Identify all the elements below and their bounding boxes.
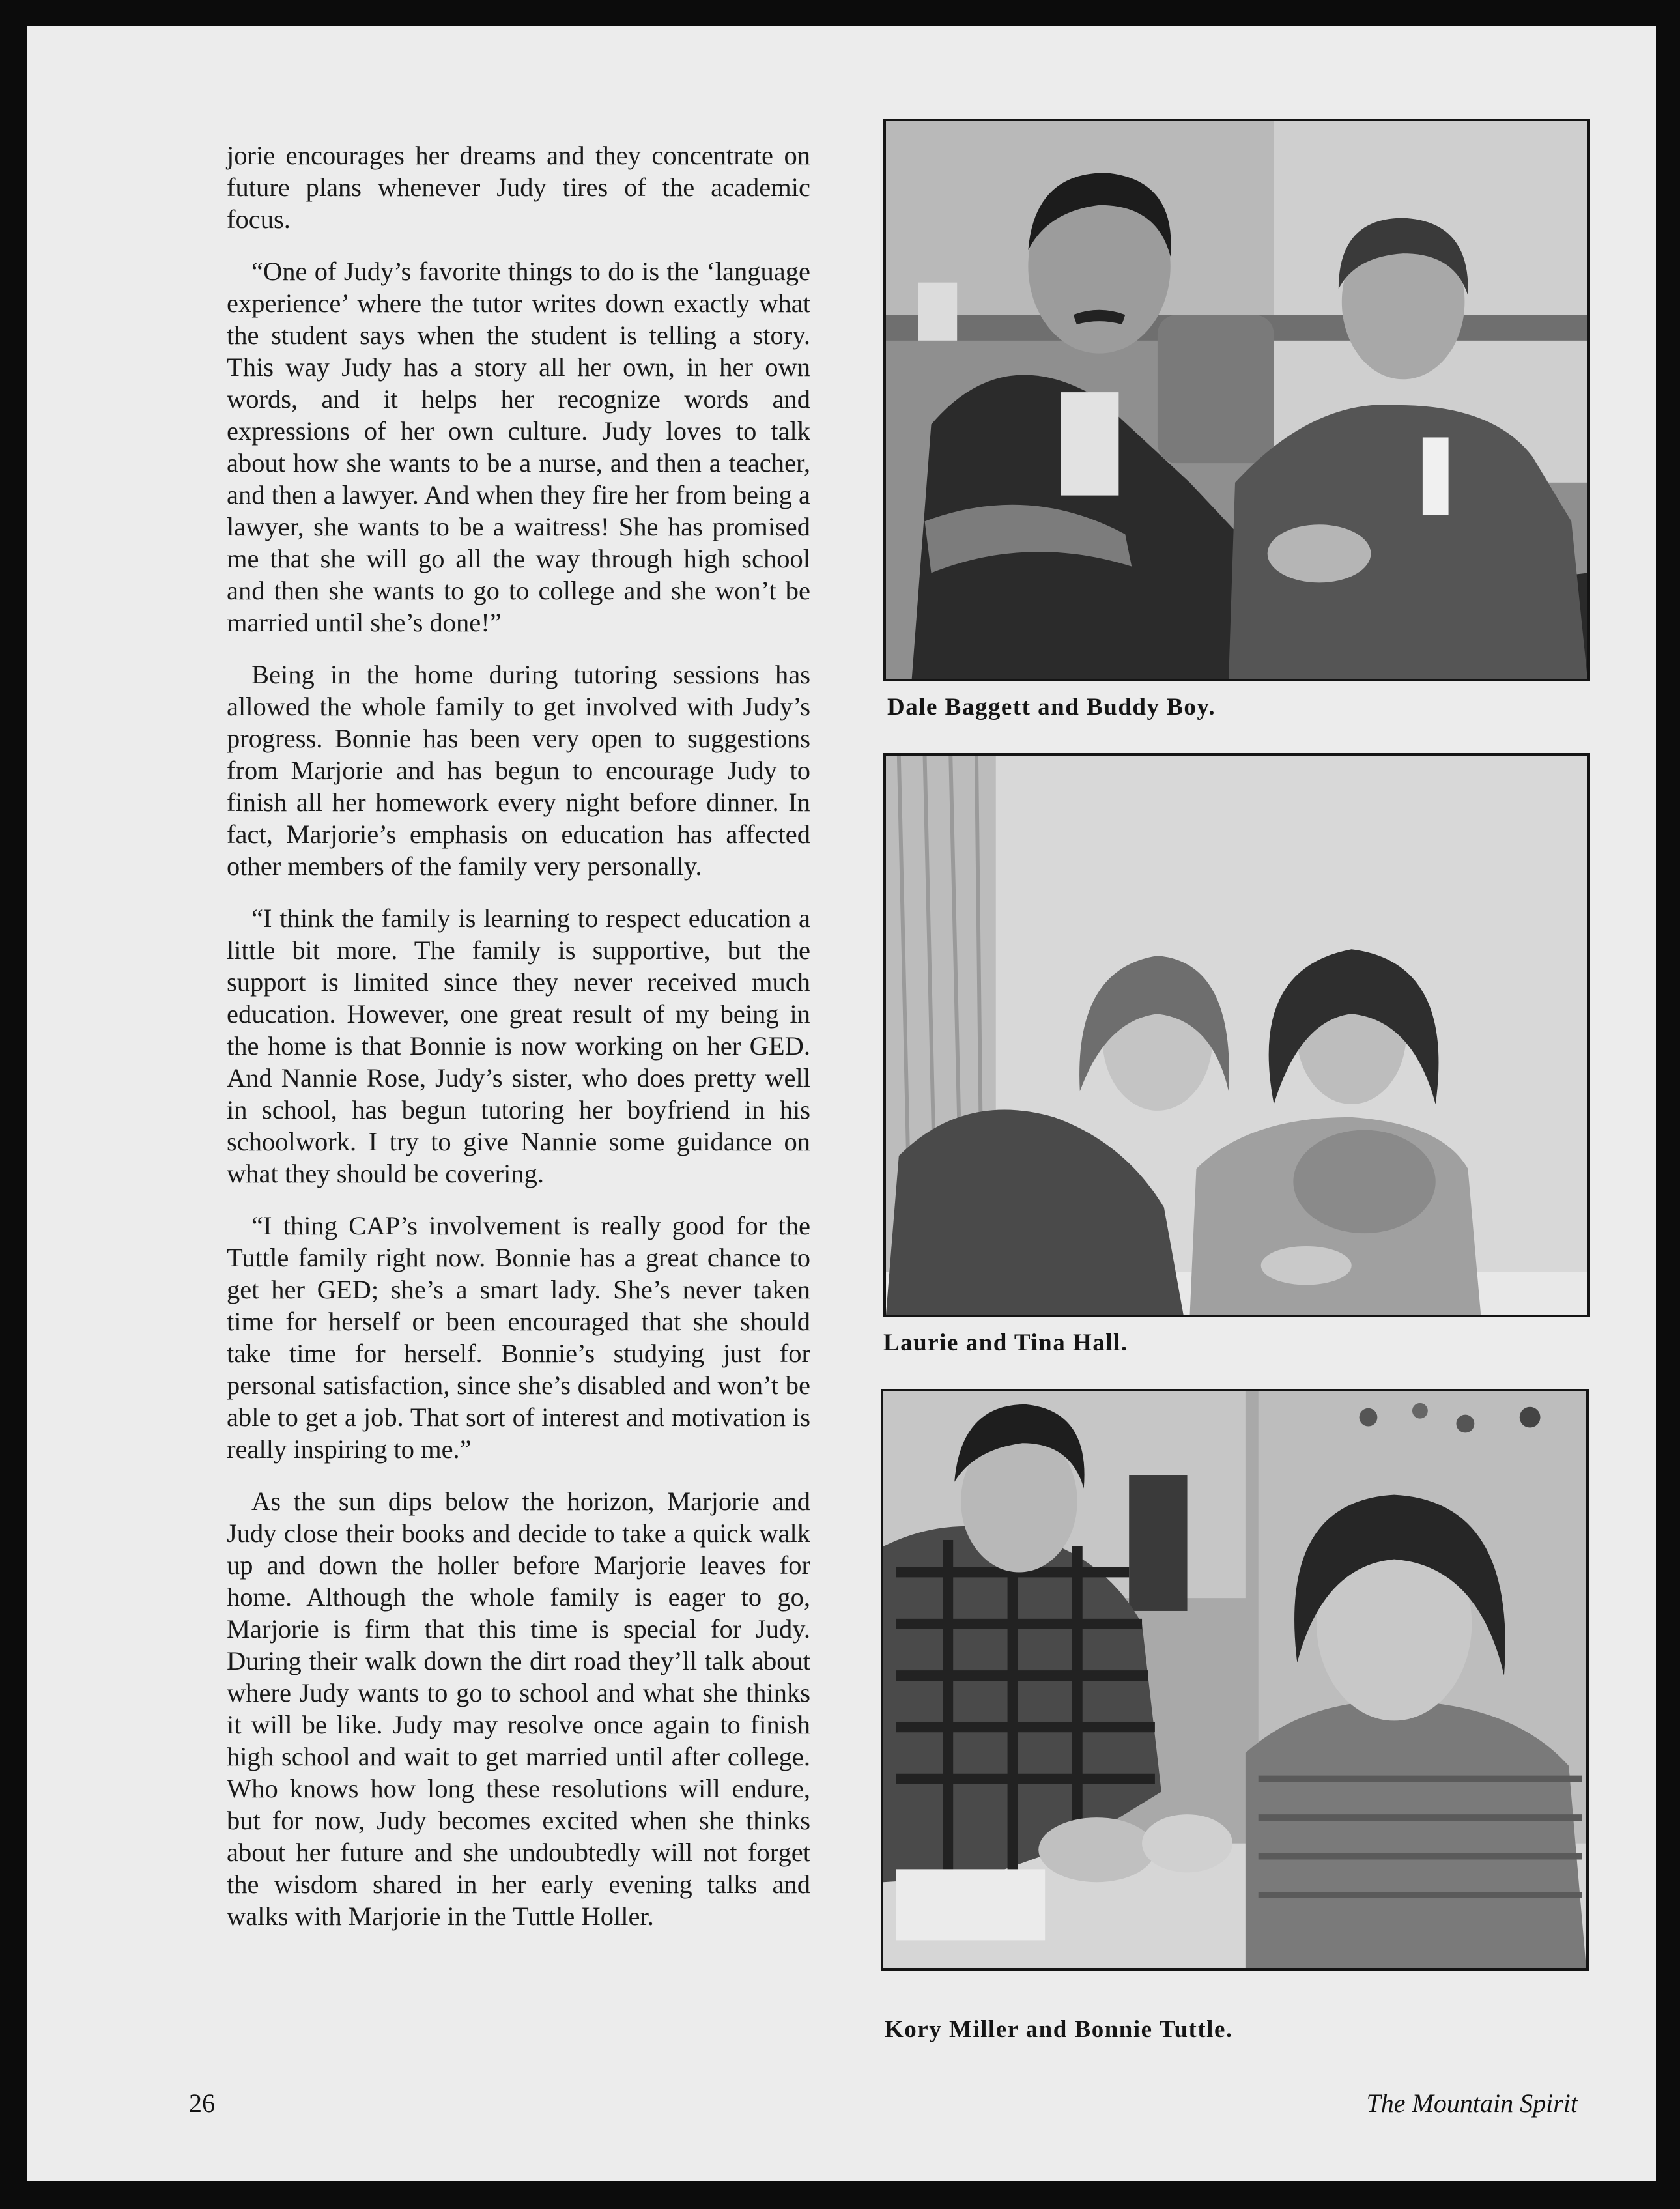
photo-caption: Dale Baggett and Buddy Boy. — [887, 694, 1216, 720]
photo-dale-baggett-and-buddy-boy — [883, 119, 1590, 681]
photo-caption: Kory Miller and Bonnie Tuttle. — [885, 2016, 1233, 2043]
photo-laurie-and-tina-hall — [883, 753, 1590, 1317]
publication-name: The Mountain Spirit — [1366, 2088, 1578, 2118]
article-paragraph: jorie encourages her dreams and they concentrate on future plans whenever Judy tires of the academic focus. — [227, 141, 810, 234]
photo-3-image — [883, 1391, 1586, 1968]
article-column — [227, 139, 810, 1952]
photo-2-image — [886, 756, 1587, 1315]
magazine-page — [27, 26, 1656, 2181]
page-number: 26 — [189, 2088, 215, 2118]
article-paragraph: “I think the family is learning to respect education a little bit more. The family is supportive, but the support is limited since they never received much education. However, one great result of my being in the home is that Bonnie is now working on her GED. And Nannie Rose, Judy’s sister, who does pretty well in school, has begun tutoring her boyfriend in his schoolwork. I try to give Nannie some guidance on what they should be covering. — [227, 904, 810, 1188]
article-paragraph: As the sun dips below the horizon, Marjorie and Judy close their books and decide to take a quick walk up and down the holler before Marjorie leaves for home. Although the whole family is eager to go, Marjorie is firm that this time is special for Judy. During their walk down the dirt road they’ll talk about where Judy wants to go to school and what she thinks it will be like. Judy may resolve once again to finish high school and wait to get married until after college. Who knows how long these resolutions will endure, but for now, Judy becomes excited when she thinks about her future and she undoubtedly will not forget the wisdom shared in her early evening talks and walks with Marjorie in the Tuttle Holler. — [227, 1487, 810, 1931]
photo-1-image — [886, 121, 1587, 679]
photo-caption: Laurie and Tina Hall. — [883, 1330, 1128, 1356]
article-paragraph: “I thing CAP’s involvement is really good for the Tuttle family right now. Bonnie has a great chance to get her GED; she’s a smart lady. She’s never taken time for herself or been encouraged that she should take time for herself. Bonnie’s studying just for personal satisfaction, since she’s disabled and won’t be able to get a job. That sort of interest and motivation is really inspiring to me.” — [227, 1211, 810, 1464]
article-paragraph: Being in the home during tutoring sessions has allowed the whole family to get involved with Judy’s progress. Bonnie has been very open to suggestions from Marjorie and has begun to encourage Judy to finish all her homework every night before dinner. In fact, Marjorie’s emphasis on education has affected other members of the family very personally. — [227, 660, 810, 881]
article-paragraph: “One of Judy’s favorite things to do is the ‘language experience’ where the tutor writes down exactly what the student says when the student is telling a story. This way Judy has a story all her own, in her own words, and it helps her recognize words and expressions of her own culture. Judy loves to talk about how she wants to be a nurse, and then a teacher, and then a lawyer. And when they fire her from being a lawyer, she wants to be a waitress! She has promised me that she will go all the way through high school and then she wants to go to college and she won’t be married until she’s done!” — [227, 257, 810, 637]
photo-kory-miller-and-bonnie-tuttle — [881, 1389, 1589, 1971]
